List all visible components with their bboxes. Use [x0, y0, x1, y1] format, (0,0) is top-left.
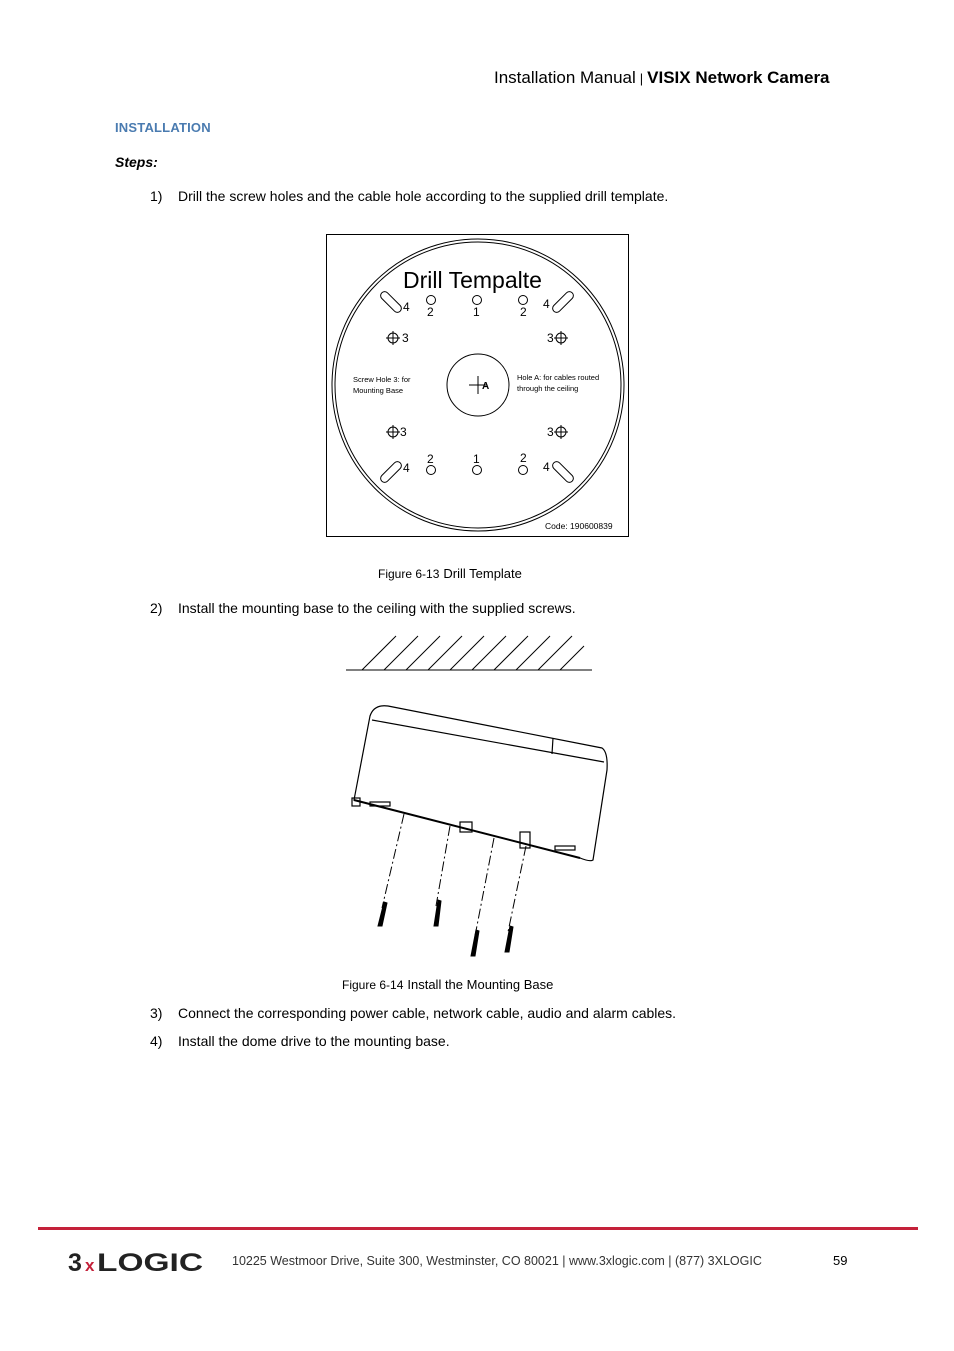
- label-4-top-right: 4: [543, 297, 550, 311]
- label-1-bottom: 1: [473, 452, 480, 466]
- svg-text:x: x: [85, 1256, 95, 1275]
- label-2-bottom-right: 2: [520, 451, 527, 465]
- step-text: Install the dome drive to the mounting base.: [178, 1033, 450, 1049]
- step-text: Drill the screw holes and the cable hole according to the supplied drill template.: [178, 188, 669, 204]
- label-2-top-left: 2: [427, 305, 434, 319]
- figure-number: Figure 6-13: [378, 567, 440, 581]
- step-number: 4): [150, 1033, 163, 1049]
- step-number: 3): [150, 1005, 163, 1021]
- footer-address: 10225 Westmoor Drive, Suite 300, Westminster, CO 80021 | www.3xlogic.com | (877) 3XLOGIC: [232, 1254, 762, 1268]
- hole-a-note-line1: Hole A: for cables routed: [517, 373, 600, 382]
- svg-text:3: 3: [68, 1249, 82, 1276]
- drill-template-figure: [326, 234, 629, 537]
- figure-caption: Install the Mounting Base: [407, 977, 554, 992]
- step-number: 1): [150, 188, 163, 204]
- label-2-bottom-left: 2: [427, 452, 434, 466]
- steps-label: Steps:: [115, 154, 158, 170]
- label-4-top-left: 4: [403, 300, 410, 314]
- screw-hole-note-line1: Screw Hole 3: for: [353, 375, 411, 384]
- mounting-base-figure: [340, 630, 620, 960]
- hole-a-note-line2: through the ceiling: [517, 384, 579, 393]
- company-logo: [68, 1248, 208, 1276]
- label-3-top-right: 3: [547, 331, 554, 345]
- header-separator: |: [639, 71, 644, 86]
- running-header: [494, 68, 830, 88]
- template-title: Drill Tempalte: [403, 267, 542, 293]
- step-text: Connect the corresponding power cable, network cable, audio and alarm cables.: [178, 1005, 677, 1021]
- figure-caption: Drill Template: [443, 566, 522, 581]
- ceiling-hatch: [346, 636, 592, 670]
- screw-hole-note-line2: Mounting Base: [353, 386, 404, 395]
- label-3-top-left: 3: [402, 331, 409, 345]
- svg-text:LOGIC: LOGIC: [97, 1249, 203, 1276]
- hole-a-label: A: [482, 381, 490, 392]
- step-number: 2): [150, 600, 163, 616]
- label-4-bottom-left: 4: [403, 461, 410, 475]
- mounting-base: [352, 706, 607, 861]
- page-number: 59: [833, 1253, 848, 1268]
- label-3-bottom-right: 3: [547, 425, 554, 439]
- figure-6-13-caption: [378, 566, 522, 581]
- product-name: VISIX Network Camera: [647, 68, 830, 87]
- label-4-bottom-right: 4: [543, 460, 550, 474]
- label-1-top: 1: [473, 305, 480, 319]
- figure-number: Figure 6-14: [342, 978, 404, 992]
- figure-6-14-caption: [342, 977, 553, 992]
- step-text: Install the mounting base to the ceiling with the supplied screws.: [178, 600, 576, 616]
- template-code: Code: 190600839: [545, 521, 613, 531]
- section-title: INSTALLATION: [115, 120, 211, 135]
- manual-title: Installation Manual: [494, 68, 636, 87]
- footer-divider: [38, 1227, 918, 1230]
- label-3-bottom-left: 3: [400, 425, 407, 439]
- label-2-top-right: 2: [520, 305, 527, 319]
